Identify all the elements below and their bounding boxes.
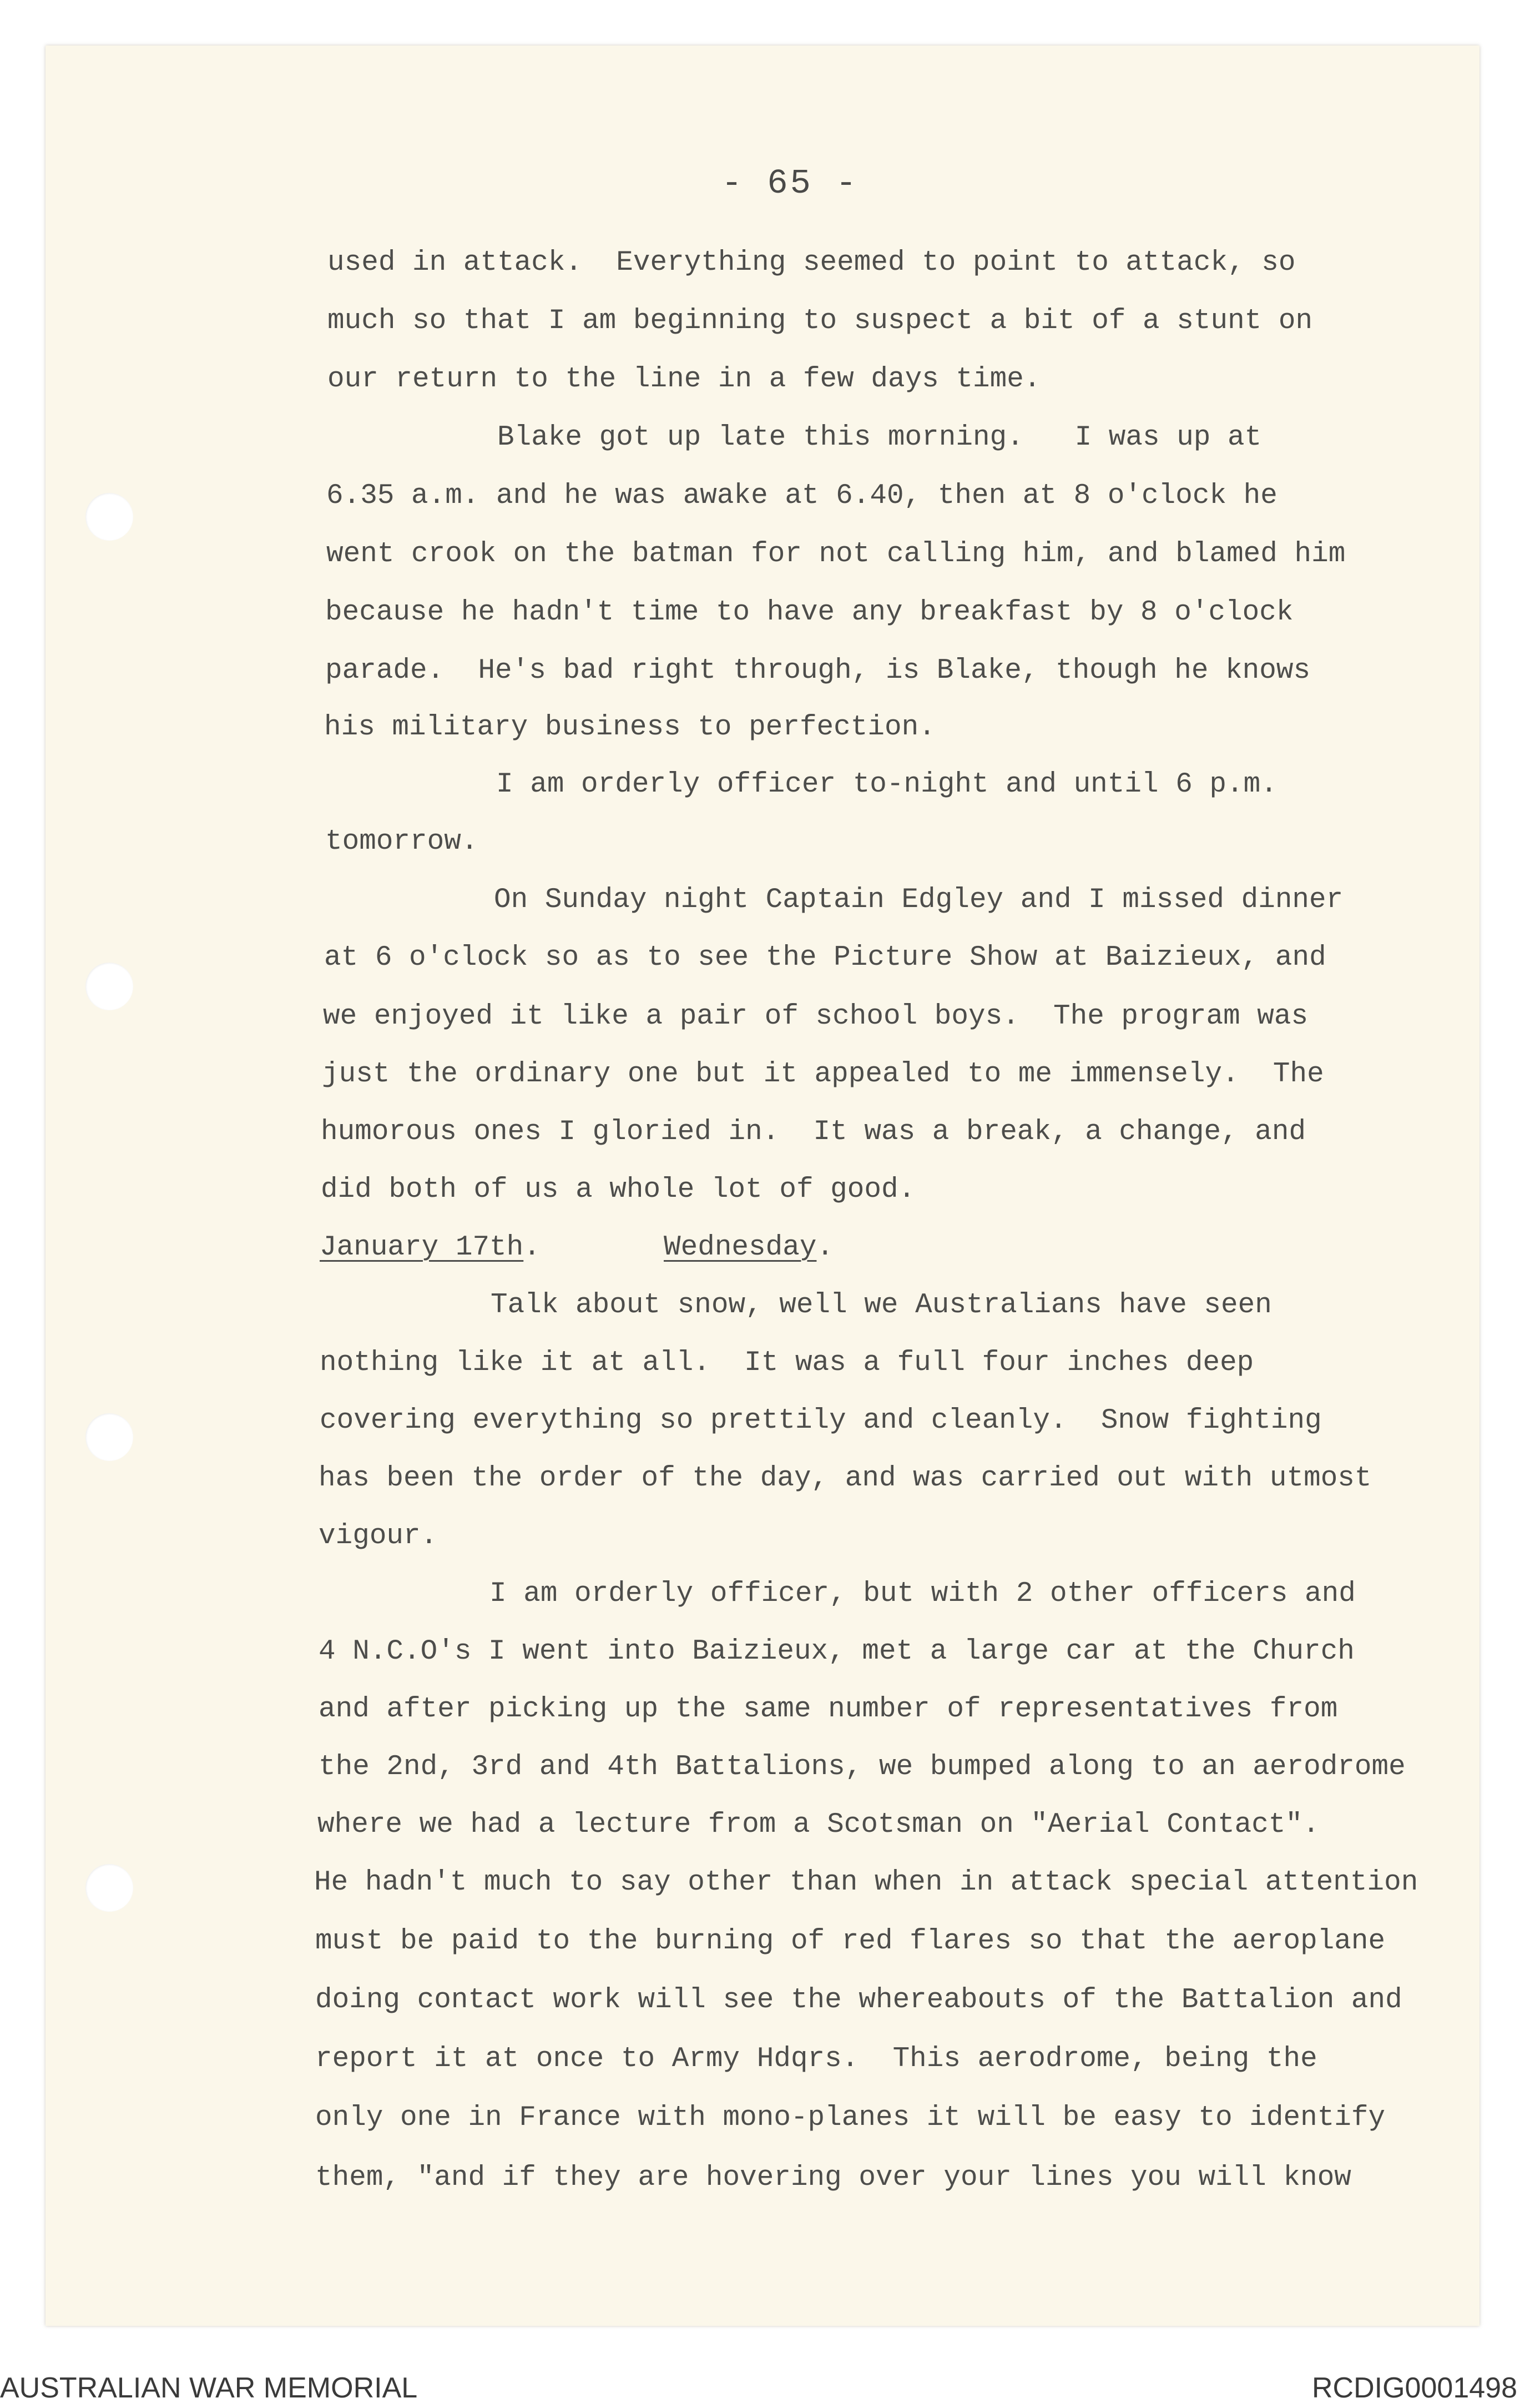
footer-institution: AUSTRALIAN WAR MEMORIAL	[0, 2372, 418, 2404]
entry-date: January 17th	[320, 1232, 524, 1263]
diary-line: our return to the line in a few days time.	[327, 364, 1041, 395]
punch-hole	[85, 963, 133, 1010]
diary-line: I am orderly officer to-night and until 6 p.m.	[496, 769, 1277, 800]
diary-line: covering everything so prettily and cleanly. Snow fighting	[320, 1405, 1322, 1437]
footer-record-id: RCDIG0001498	[1312, 2372, 1517, 2404]
punch-hole	[85, 1864, 133, 1912]
diary-line: parade. He's bad right through, is Blake, though he knows	[325, 655, 1311, 687]
entry-day-suffix: .	[816, 1232, 834, 1263]
diary-line: 4 N.C.O's I went into Baizieux, met a large car at the Church	[319, 1636, 1355, 1668]
diary-line: only one in France with mono-planes it will be easy to identify	[315, 2102, 1386, 2134]
diary-line: the 2nd, 3rd and 4th Battalions, we bumped along to an aerodrome	[319, 1751, 1406, 1783]
diary-line: humorous ones I gloried in. It was a break, a change, and	[321, 1116, 1306, 1148]
diary-line: He hadn't much to say other than when in attack special attention	[314, 1867, 1418, 1898]
entry-day: Wednesday	[664, 1232, 817, 1263]
entry-heading	[320, 1233, 541, 1262]
diary-line: On Sunday night Captain Edgley and I missed dinner	[494, 884, 1344, 916]
diary-line: Talk about snow, well we Australians have seen	[491, 1289, 1272, 1321]
diary-line: used in attack. Everything seemed to point to attack, so	[327, 247, 1296, 279]
diary-line: I am orderly officer, but with 2 other officers and	[489, 1578, 1356, 1610]
diary-line: went crook on the batman for not calling him, and blamed him	[326, 538, 1346, 570]
diary-line: and after picking up the same number of representatives from	[319, 1694, 1338, 1725]
punch-hole	[85, 493, 133, 541]
diary-line: where we had a lecture from a Scotsman on "Aerial Contact".	[317, 1809, 1320, 1841]
diary-line: doing contact work will see the whereabouts of the Battalion and	[315, 1984, 1402, 2016]
diary-line: Blake got up late this morning. I was up at	[497, 422, 1262, 454]
diary-line: his military business to perfection.	[324, 712, 936, 743]
diary-line: nothing like it at all. It was a full four inches deep	[320, 1347, 1254, 1379]
diary-line: at 6 o'clock so as to see the Picture Show at Baizieux, and	[324, 942, 1326, 974]
entry-day-heading	[664, 1233, 834, 1262]
diary-line: must be paid to the burning of red flares so that the aeroplane	[315, 1926, 1386, 1957]
diary-line: did both of us a whole lot of good.	[321, 1174, 916, 1206]
page-number: - 65 -	[721, 164, 859, 203]
diary-line: just the ordinary one but it appealed to me immensely. The	[322, 1059, 1324, 1090]
diary-line: we enjoyed it like a pair of school boys. The program was	[323, 1001, 1309, 1032]
diary-line: has been the order of the day, and was carried out with utmost	[319, 1463, 1372, 1494]
diary-line: because he hadn't time to have any breakfast by 8 o'clock	[325, 597, 1294, 628]
diary-line: much so that I am beginning to suspect a bit of a stunt on	[327, 305, 1313, 337]
diary-line: tomorrow.	[325, 826, 478, 858]
diary-line: vigour.	[319, 1520, 438, 1552]
punch-hole	[85, 1413, 133, 1461]
diary-line: them, "and if they are hovering over your lines you will know	[315, 2162, 1351, 2194]
diary-line: report it at once to Army Hdqrs. This aerodrome, being the	[315, 2043, 1317, 2075]
entry-date-suffix: .	[523, 1232, 541, 1263]
diary-line: 6.35 a.m. and he was awake at 6.40, then at 8 o'clock he	[326, 480, 1277, 512]
